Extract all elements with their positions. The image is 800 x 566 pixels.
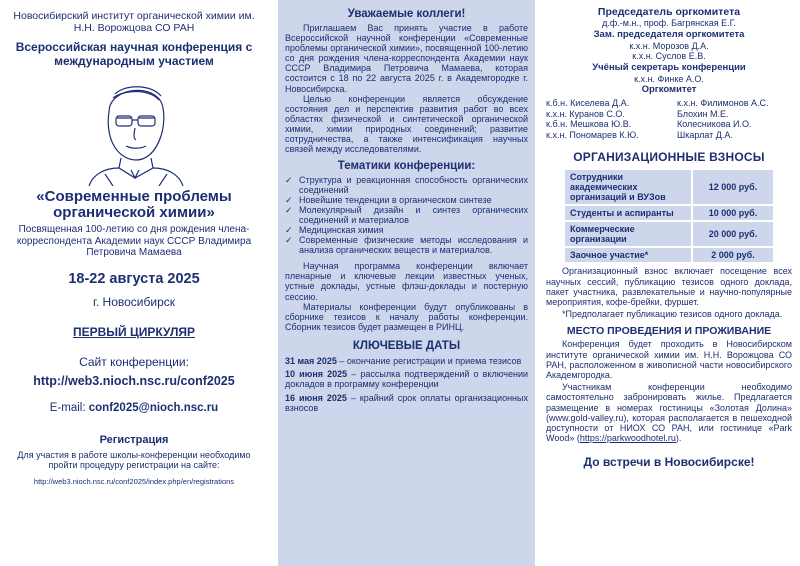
goal-paragraph: Целью конференции является обсуждение состояния дел и перспектив развития работ во всех областях физической и синтетической органической химии, химии природных соединений; развитие сотрудничества, а также интенсификация научных связей между исследователями. [285, 93, 528, 155]
chair-heading: Председатель оргкомитета [597, 6, 741, 18]
list-item: ✓ Молекулярный дизайн и синтез органических соединений и материалов [285, 205, 528, 226]
committee-heading: Оргкомитет [641, 84, 697, 95]
list-item: ✓ Структура и реакционная способность органических соединений [285, 175, 528, 196]
topics-heading: Тематики конференции: [337, 160, 476, 173]
venue-text: Конференция будет проходить в Новосибирском институте органической химии им. Н.Н. Ворожцова СО РАН, расположенном в живописной части новосибирского Академгородка. [546, 339, 792, 380]
vice-heading: Зам. председателя оргкомитета [593, 28, 745, 40]
committee-row: к.б.н. Мешкова Ю.В. Колесникова И.О. [546, 119, 752, 130]
key-dates-heading: КЛЮЧЕВЫЕ ДАТЫ [352, 339, 461, 352]
vice-name: к.х.н. Морозов Д.А. [629, 40, 709, 51]
registration-url-link[interactable]: http://web3.nioch.nsc.ru/conf2025/index.php/en/registrations [33, 476, 235, 486]
intro-paragraph: Приглашаем Вас принять участие в работе Всероссийской научной конференции «Современные проблемы органической химии», посвященной 100-летию со дня рождения члена-корреспондента Академии наук СССР Владимира Петровича Мамаева, которая состоится с 18 по 22 августа 2025 г. в Академгородке г. Новосибирска. [285, 23, 528, 94]
circular-label: ПЕРВЫЙ ЦИРКУЛЯР [72, 324, 196, 339]
dedication-subtitle: Посвященная 100-летию со дня рождения члена-корреспондента Академии наук СССР Владимира Петровича Мамаева [16, 224, 252, 258]
fees-table [563, 168, 775, 264]
checkmark-icon: ✓ [285, 195, 293, 206]
fee-note: Организационный взнос включает посещение всех научных сессий, публикацию тезисов одного доклада, пакет участника, развлекательные и научно-популярные мероприятия, кофе-брейки, фуршет. [546, 266, 792, 307]
secretary-heading: Учёный секретарь конференции [592, 61, 746, 73]
checkmark-icon: ✓ [285, 205, 293, 216]
materials-paragraph: Материалы конференции будут опубликованы в сборнике тезисов к началу работы конференции. Сборник тезисов будет размещен в РИНЦ. [285, 301, 528, 332]
right-column [540, 0, 800, 566]
table-row: Заочное участие* 2 000 руб. [564, 247, 774, 263]
list-item: ✓ Медицинская химия [285, 225, 384, 236]
checkmark-icon: ✓ [285, 235, 293, 246]
committee-row: к.б.н. Киселева Д.А. к.х.н. Филимонов А.С. [546, 98, 769, 108]
vice-name: к.х.н. Суслов Е.В. [632, 51, 706, 61]
left-column [0, 0, 268, 566]
conference-dates: 18-22 августа 2025 [68, 270, 200, 287]
checkmark-icon: ✓ [285, 175, 293, 186]
committee-row: к.х.н. Пономарев К.Ю. Шкарлат Д.А. [546, 129, 733, 140]
portrait-illustration [79, 74, 189, 186]
program-paragraph: Научная программа конференции включает пленарные и ключевые лекции известных ученых, устные доклады, устные флэш-доклады и постерную сессию. [285, 261, 528, 302]
key-date-item: 10 июня 2025 – рассылка подтверждений о включении докладов в программу конференции [285, 369, 528, 390]
conference-title: «Современные проблемы органической химии» [36, 188, 232, 221]
venue-heading: МЕСТО ПРОВЕДЕНИЯ И ПРОЖИВАНИЕ [566, 325, 772, 338]
site-url-link[interactable]: http://web3.nioch.nsc.ru/conf2025 [33, 373, 235, 388]
conference-city: г. Новосибирск [92, 294, 176, 309]
lodging-text: Участникам конференции необходимо самостоятельно забронировать жилье. Предлагается размещение в номерах гостиницы «Золотая Долина» (www.gold-valley.ru), которая располагается в пешеходной доступности от НИОХ СО РАН, или гостинице «Park Wood» (https://parkwoodhotel.ru). [546, 382, 792, 444]
key-date-item: 31 мая 2025 – окончание регистрации и приема тезисов [285, 355, 522, 366]
checkmark-icon: ✓ [285, 225, 293, 236]
site-label: Сайт конференции: [79, 354, 189, 369]
closing-line: До встречи в Новосибирске! [583, 455, 755, 470]
email-line [10, 402, 258, 414]
institute-name: Новосибирский институт органической химии им. Н.Н. Ворожцова СО РАН [13, 10, 255, 34]
registration-text: Для участия в работе школы-конференции необходимо пройти процедуру регистрации на сайте: [17, 449, 251, 470]
list-item: ✓ Новейшие тенденции в органическом синтезе [285, 195, 492, 206]
hotel-link[interactable]: https://parkwoodhotel.ru [579, 433, 676, 444]
secretary-name: к.х.н. Финке А.О. [634, 73, 704, 84]
conference-type: Всероссийская научная конференция с международным участием [15, 40, 253, 68]
email-label: E-mail: [49, 401, 86, 414]
middle-column [278, 0, 535, 566]
committee-list [546, 98, 792, 140]
table-row: Сотрудники академических организаций и ВУЗов 12 000 руб. [564, 169, 774, 205]
registration-heading: Регистрация [99, 433, 169, 446]
fees-heading: ОРГАНИЗАЦИОННЫЕ ВЗНОСЫ [573, 150, 765, 165]
committee-row: к.х.н. Куранов С.О. Блохин М.Е. [546, 108, 729, 119]
key-date-item: 16 июня 2025 – крайний срок оплаты организационных взносов [285, 392, 528, 414]
chair-name: д.ф.-м.н., проф. Багрянская Е.Г. [602, 18, 736, 28]
topics-list [285, 175, 528, 255]
list-item: ✓ Современные физические методы исследования и анализа органических веществ и материалов. [285, 235, 528, 256]
table-row: Студенты и аспиранты 10 000 руб. [564, 205, 774, 221]
greeting-heading: Уважаемые коллеги! [347, 8, 466, 20]
table-row: Коммерческие организации 20 000 руб. [564, 221, 774, 247]
email-link[interactable]: conf2025@nioch.nsc.ru [88, 401, 219, 414]
fee-footnote: *Предполагает публикацию тезисов одного доклада. [562, 309, 783, 320]
